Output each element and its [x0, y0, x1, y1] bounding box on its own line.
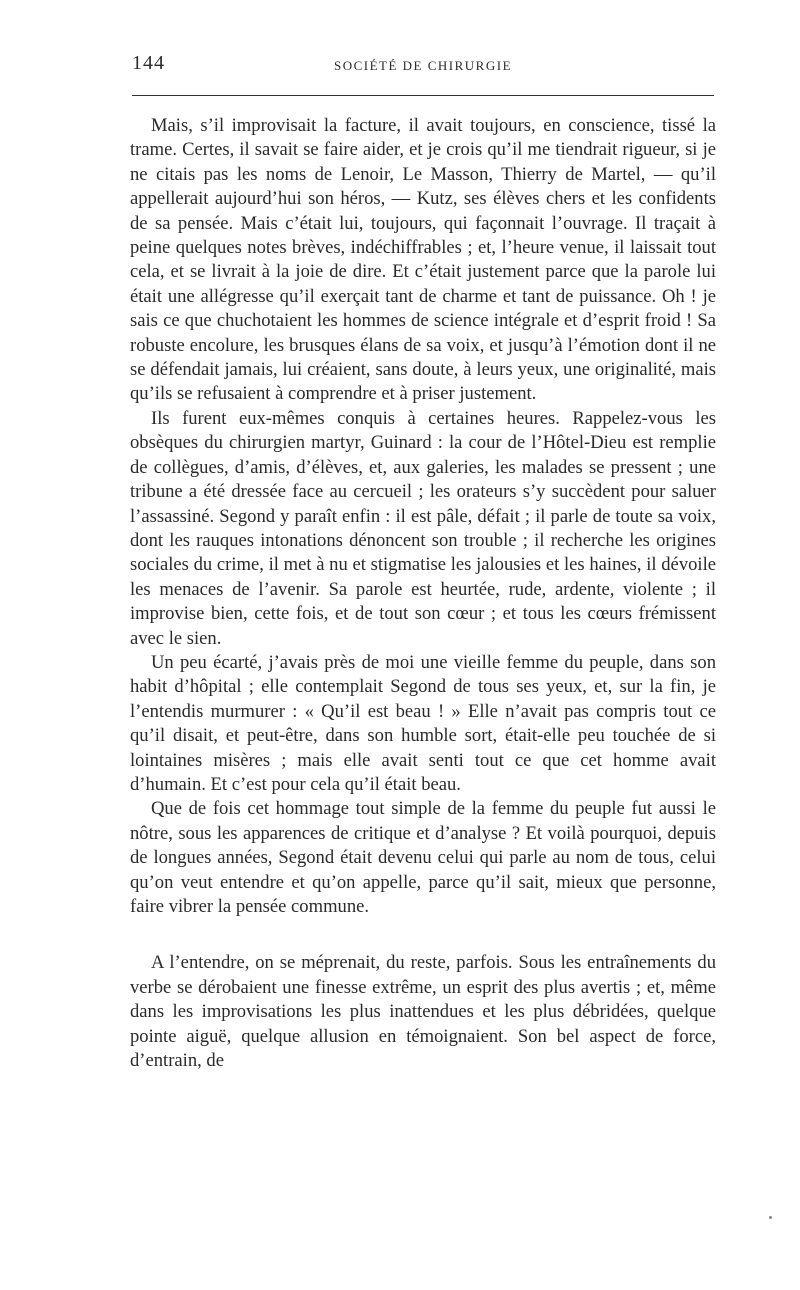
paragraph: Ils furent eux-mêmes conquis à certaines heures. Rappelez-vous les obsèques du chirurgien martyr, Guinard : la cour de l’Hôtel-Dieu est remplie de collègues, d’amis, d’élèves, et, aux galeries, les malades se pressent ; une tribune a été dressée face au cercueil ; les orateurs s’y succèdent pour saluer l’assassiné. Segond y paraît enfin : il est pâle, défait ; il parle de toute sa voix, dont les rauques intonations dénoncent son trouble ; il recherche les origines sociales du crime, il met à nu et stigmatise les jalousies et les haines, il dévoile les menaces de l’avenir. Sa parole est heurtée, rude, ardente, violente ; il improvise bien, cette fois, et de tout son cœur ; et tous les cœurs frémissent avec le sien.	[130, 407, 716, 649]
paragraph: Un peu écarté, j’avais près de moi une vieille femme du peuple, dans son habit d’hôpital ; elle contemplait Segond de tous ses yeux, et, sur la fin, je l’entendis murmurer : « Qu’il est beau ! » Elle n’avait pas compris tout ce qu’il disait, et peut-être, dans son humble sort, était-elle peu touchée de si lointaines misères ; mais elle avait senti tout ce que cet homme avait d’humain. Et c’est pour cela qu’il était beau.	[130, 651, 716, 795]
running-head: SOCIÉTÉ DE CHIRURGIE	[333, 58, 513, 73]
paragraph: Mais, s’il improvisait la facture, il avait toujours, en conscience, tissé la trame. Certes, il savait se faire aider, et je crois qu’il me tiendrait rigueur, si je ne citais pas les noms de Lenoir, Le Masson, Thierry de Martel, — qu’il appellerait aujourd’hui son héros, — Kutz, ses élèves chers et les confidents de sa pensée. Mais c’était lui, toujours, qui façonnait l’ouvrage. Il traçait à peine quelques notes brèves, indéchiffrables ; et, l’heure venue, il laissait tout cela, et se livrait à la joie de dire. Et c’était justement parce que la parole lui était une allégresse qu’il exerçait tant de charme et tant de puissance. Oh ! je sais ce que chuchotaient les hommes de science intégrale et d’esprit froid ! Sa robuste encolure, les brusques élans de sa voix, et jusqu’à l’émotion dont il ne se défendait jamais, lui créaient, sans doute, à leurs yeux, une originalité, mais qu’ils se refusaient à comprendre et à priser justement.	[130, 115, 716, 405]
body-text	[130, 114, 716, 1073]
page-header	[132, 52, 714, 82]
header-rule	[132, 95, 714, 96]
paragraph: A l’entendre, on se méprenait, du reste, parfois. Sous les entraînements du verbe se dérobaient une finesse extrême, un esprit des plus avertis ; et, même dans les improvisations les plus inattendues et les plus débridées, quelque pointe aiguë, quelque allusion en témoignaient. Son bel aspect de force, d’entrain, de	[130, 952, 716, 1072]
section-break	[130, 919, 716, 951]
paragraph: Que de fois cet hommage tout simple de la femme du peuple fut aussi le nôtre, sous les apparences de critique et d’analyse ? Et voilà pourquoi, depuis de longues années, Segond était devenu celui qui parle au nom de tous, celui qu’on veut entendre et qu’on appelle, parce qu’il sait, mieux que personne, faire vibrer la pensée commune.	[130, 798, 716, 917]
page-number: 144	[132, 52, 165, 74]
paper-speck	[769, 1216, 772, 1219]
